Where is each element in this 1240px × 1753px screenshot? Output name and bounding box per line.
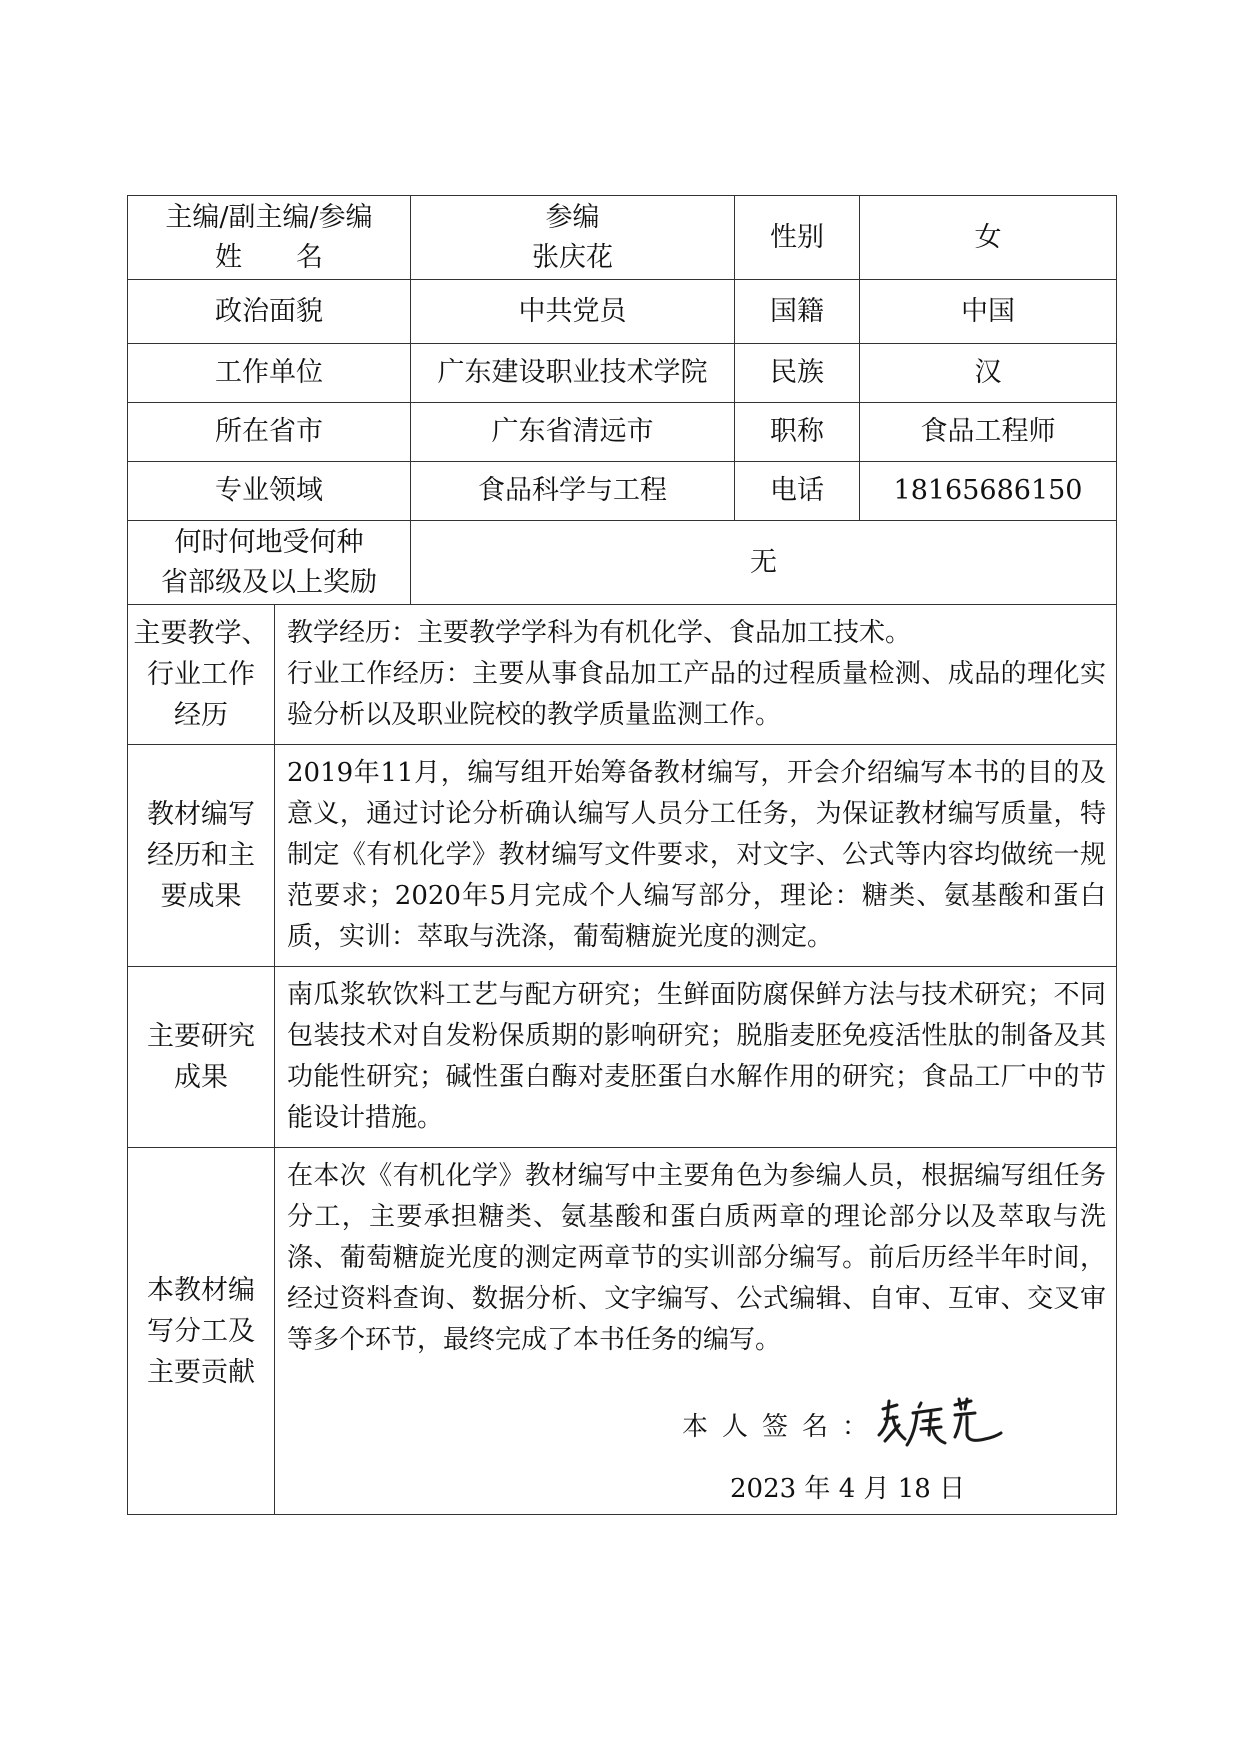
- table-row: [128, 745, 1117, 967]
- field-value: 食品科学与工程: [411, 462, 735, 521]
- handwritten-signature: [875, 1395, 1005, 1459]
- title-value: 食品工程师: [860, 403, 1117, 462]
- role-name-value-cell: [411, 196, 735, 280]
- contribution-label-cell: [128, 1148, 275, 1515]
- experience-label-line: 行业工作: [147, 659, 255, 690]
- signature-label: 本人签名：: [682, 1412, 883, 1442]
- contribution-text: 在本次《有机化学》教材编写中主要角色为参编人员，根据编写组任务分工，主要承担糖类、氨基酸和蛋白质两章的理论部分以及萃取与洗涤、葡萄糖旋光度的测定两章节的实训部分编写。前后历经半年时间，经过资料查询、数据分析、文字编写、公式编辑、自审、互审、交叉审等多个环节，最终完成了本书任务的编写。: [287, 1161, 1106, 1355]
- phone-label: 电话: [735, 462, 860, 521]
- name-value: 张庆花: [532, 241, 613, 273]
- experience-label-cell: [128, 605, 275, 745]
- textbook-label-line: 要成果: [160, 881, 242, 912]
- experience-label-line: 经历: [174, 700, 228, 731]
- experience-label-line: 主要教学、: [133, 618, 269, 649]
- research-text: 南瓜浆软饮料工艺与配方研究；生鲜面防腐保鲜方法与技术研究；不同包装技术对自发粉保质期的影响研究；脱脂麦胚免疫活性肽的制备及其功能性研究；碱性蛋白酶对麦胚蛋白水解作用的研究；食品工厂中的节能设计措施。: [287, 980, 1106, 1133]
- contribution-label-line: 主要贡献: [147, 1356, 255, 1388]
- experience-body: [275, 605, 1117, 745]
- employer-label: 工作单位: [128, 344, 411, 403]
- signature-date: 2023 年 4 月 18 日: [730, 1474, 966, 1504]
- table-row: [128, 521, 1117, 605]
- textbook-label-cell: [128, 745, 275, 967]
- table-row: [128, 462, 1117, 521]
- role-value: 参编: [545, 201, 600, 233]
- nationality-label: 国籍: [735, 280, 860, 344]
- gender-label: 性别: [735, 196, 860, 280]
- contribution-label-line: 本教材编: [147, 1274, 255, 1306]
- awards-label-line: 何时何地受何种: [174, 526, 364, 558]
- name-label: 姓 名: [215, 241, 323, 273]
- textbook-text: 2019年11月，编写组开始筹备教材编写，开会介绍编写本书的目的及意义，通过讨论分析确认编写人员分工任务，为保证教材编写质量，特制定《有机化学》教材编写文件要求，对文字、公式等内容均做统一规范要求；2020年5月完成个人编写部分，理论：糖类、氨基酸和蛋白质，实训：萃取与洗涤，葡萄糖旋光度的测定。: [287, 758, 1106, 952]
- awards-value: 无: [411, 521, 1117, 605]
- role-label: 主编/副主编/参编: [165, 201, 373, 233]
- location-value: 广东省清远市: [411, 403, 735, 462]
- textbook-label-line: 经历和主: [147, 840, 255, 871]
- phone-value: 18165686150: [860, 462, 1117, 521]
- teaching-experience: 教学经历：主要教学学科为有机化学、食品加工技术。: [287, 618, 912, 648]
- employer-value: 广东建设职业技术学院: [411, 344, 735, 403]
- table-row: [128, 280, 1117, 344]
- gender-value: 女: [860, 196, 1117, 280]
- signature-block: [287, 1395, 1106, 1504]
- table-row: [128, 967, 1117, 1148]
- title-label: 职称: [735, 403, 860, 462]
- awards-label-line: 省部级及以上奖励: [161, 566, 377, 598]
- textbook-label-line: 教材编写: [147, 799, 255, 830]
- table-row: [128, 196, 1117, 280]
- table-row: [128, 344, 1117, 403]
- awards-label-cell: [128, 521, 411, 605]
- table-row: [128, 1148, 1117, 1515]
- table-row: [128, 403, 1117, 462]
- research-label-cell: [128, 967, 275, 1148]
- politics-value: 中共党员: [411, 280, 735, 344]
- contribution-label-line: 写分工及: [147, 1315, 255, 1347]
- research-label-line: 成果: [174, 1062, 228, 1093]
- ethnicity-value: 汉: [860, 344, 1117, 403]
- textbook-body: [275, 745, 1117, 967]
- personal-info-table: [127, 195, 1117, 605]
- nationality-value: 中国: [860, 280, 1117, 344]
- ethnicity-label: 民族: [735, 344, 860, 403]
- role-name-label-cell: [128, 196, 411, 280]
- research-label-line: 主要研究: [147, 1021, 255, 1052]
- location-label: 所在省市: [128, 403, 411, 462]
- contribution-body: [275, 1148, 1117, 1515]
- research-body: [275, 967, 1117, 1148]
- table-row: [128, 605, 1117, 745]
- experience-table: [127, 605, 1117, 1515]
- politics-label: 政治面貌: [128, 280, 411, 344]
- field-label: 专业领域: [128, 462, 411, 521]
- industry-experience: 行业工作经历：主要从事食品加工产品的过程质量检测、成品的理化实验分析以及职业院校的教学质量监测工作。: [287, 659, 1106, 730]
